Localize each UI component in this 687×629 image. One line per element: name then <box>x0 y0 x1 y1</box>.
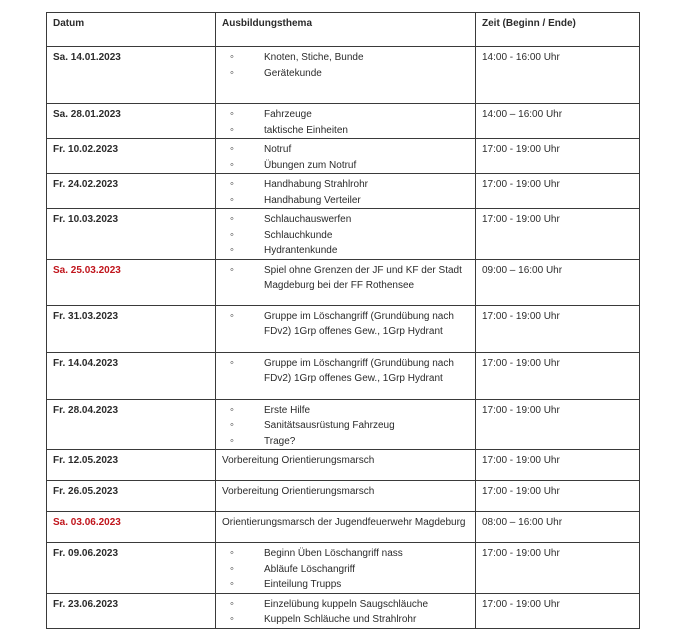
topic-list <box>222 142 469 173</box>
header-row <box>47 13 640 47</box>
time-cell <box>476 259 640 305</box>
table-row <box>47 104 640 139</box>
topic-item: ◦ Abläufe Löschangriff <box>222 562 469 578</box>
topic-item: ◦ Sanitätsausrüstung Fahrzeug <box>222 418 469 434</box>
time-text: 17:00 - 19:00 Uhr <box>482 404 560 416</box>
date-text: Fr. 31.03.2023 <box>53 310 119 322</box>
table-row <box>47 512 640 543</box>
time-text: 17:00 - 19:00 Uhr <box>482 214 560 225</box>
time-cell <box>476 512 640 543</box>
topic-cell <box>216 481 476 512</box>
topic-cell <box>216 174 476 209</box>
topic-item: ◦ Notruf <box>222 142 469 158</box>
table-row <box>47 174 640 209</box>
date-cell <box>47 543 216 594</box>
topic-item: ◦ Einteilung Trupps <box>222 577 469 593</box>
topic-cell <box>216 209 476 260</box>
training-schedule-table <box>46 12 640 629</box>
topic-cell <box>216 543 476 594</box>
table-row <box>47 481 640 512</box>
date-cell <box>47 450 216 481</box>
topic-cell <box>216 593 476 628</box>
table-body <box>47 47 640 629</box>
topic-cell <box>216 352 476 399</box>
topic-list <box>222 309 469 340</box>
topic-list <box>222 597 469 628</box>
date-cell <box>47 512 216 543</box>
topic-item: ◦ Beginn Üben Löschangriff nass <box>222 546 469 562</box>
time-text: 17:00 - 19:00 Uhr <box>482 310 560 322</box>
time-text: 17:00 - 19:00 Uhr <box>482 598 560 610</box>
time-cell <box>476 481 640 512</box>
topic-item: ◦ Knoten, Stiche, Bunde <box>222 50 469 66</box>
topic-list <box>222 50 469 81</box>
topic-list <box>222 212 469 259</box>
topic-list <box>222 107 469 138</box>
time-cell <box>476 399 640 450</box>
topic-item: ◦ Übungen zum Notruf <box>222 158 469 174</box>
date-cell <box>47 104 216 139</box>
table-row <box>47 259 640 305</box>
topic-item: ◦ Schlauchauswerfen <box>222 212 469 228</box>
date-text: Fr. 10.02.2023 <box>53 144 119 155</box>
topic-item: ◦ Handhabung Verteiler <box>222 193 469 209</box>
date-text: Sa. 25.03.2023 <box>53 264 121 276</box>
table-row <box>47 593 640 628</box>
table-row <box>47 543 640 594</box>
date-text: Sa. 14.01.2023 <box>53 52 121 63</box>
topic-cell <box>216 259 476 305</box>
table-header <box>47 13 640 47</box>
topic-item: ◦ Gruppe im Löschangriff (Grundübung nach FDv2) 1Grp offenes Gew., 1Grp Hydrant <box>222 356 469 387</box>
topic-item: ◦ Trage? <box>222 434 469 450</box>
time-cell <box>476 593 640 628</box>
date-text: Fr. 23.06.2023 <box>53 598 119 610</box>
date-text: Fr. 24.02.2023 <box>53 179 119 190</box>
time-cell <box>476 450 640 481</box>
time-cell <box>476 543 640 594</box>
time-text: 17:00 - 19:00 Uhr <box>482 455 560 466</box>
topic-item: ◦ Gruppe im Löschangriff (Grundübung nach FDv2) 1Grp offenes Gew., 1Grp Hydrant <box>222 309 469 340</box>
topic-cell <box>216 512 476 543</box>
time-text: 14:00 - 16:00 Uhr <box>482 52 560 63</box>
time-text: 17:00 - 19:00 Uhr <box>482 548 560 559</box>
topic-item: ◦ Erste Hilfe <box>222 403 469 419</box>
date-cell <box>47 259 216 305</box>
time-cell <box>476 139 640 174</box>
topic-item: ◦ Hydrantenkunde <box>222 243 469 259</box>
topic-text: Orientierungsmarsch der Jugendfeuerwehr Magdeburg <box>222 517 466 528</box>
topic-text: Vorbereitung Orientierungsmarsch <box>222 486 375 497</box>
time-cell <box>476 47 640 104</box>
header-time: Zeit (Beginn / Ende) <box>476 13 640 47</box>
topic-item: ◦ Fahrzeuge <box>222 107 469 123</box>
topic-cell <box>216 399 476 450</box>
date-cell <box>47 399 216 450</box>
date-cell <box>47 209 216 260</box>
table-row <box>47 450 640 481</box>
topic-item: ◦ Kuppeln Schläuche und Strahlrohr <box>222 612 469 628</box>
table-row <box>47 305 640 352</box>
date-text: Fr. 12.05.2023 <box>53 455 119 466</box>
time-text: 08:00 – 16:00 Uhr <box>482 517 563 528</box>
topic-cell <box>216 47 476 104</box>
date-cell <box>47 305 216 352</box>
time-text: 09:00 – 16:00 Uhr <box>482 264 563 276</box>
time-text: 17:00 - 19:00 Uhr <box>482 179 560 190</box>
date-cell <box>47 174 216 209</box>
table-row <box>47 47 640 104</box>
date-text: Sa. 28.01.2023 <box>53 109 121 120</box>
time-text: 17:00 - 19:00 Uhr <box>482 144 560 155</box>
time-cell <box>476 352 640 399</box>
time-cell <box>476 209 640 260</box>
date-text: Fr. 09.06.2023 <box>53 548 119 559</box>
topic-cell <box>216 450 476 481</box>
date-text: Fr. 26.05.2023 <box>53 486 119 497</box>
date-cell <box>47 481 216 512</box>
topic-item: ◦ taktische Einheiten <box>222 123 469 139</box>
topic-item: ◦ Einzelübung kuppeln Saugschläuche <box>222 597 469 613</box>
date-text: Fr. 14.04.2023 <box>53 357 119 369</box>
topic-item: ◦ Handhabung Strahlrohr <box>222 177 469 193</box>
time-text: 17:00 - 19:00 Uhr <box>482 357 560 369</box>
topic-list <box>222 546 469 593</box>
table-row <box>47 399 640 450</box>
topic-cell <box>216 139 476 174</box>
time-cell <box>476 174 640 209</box>
topic-cell <box>216 104 476 139</box>
topic-item: ◦ Schlauchkunde <box>222 228 469 244</box>
topic-list <box>222 177 469 208</box>
topic-item: ◦ Gerätekunde <box>222 66 469 82</box>
date-cell <box>47 352 216 399</box>
time-text: 17:00 - 19:00 Uhr <box>482 486 560 497</box>
topic-list <box>222 263 469 294</box>
date-text: Sa. 03.06.2023 <box>53 517 121 528</box>
topic-text: Vorbereitung Orientierungsmarsch <box>222 455 375 466</box>
date-text: Fr. 10.03.2023 <box>53 214 119 225</box>
table-row <box>47 139 640 174</box>
date-cell <box>47 47 216 104</box>
topic-list <box>222 403 469 450</box>
date-cell <box>47 139 216 174</box>
topic-list <box>222 356 469 387</box>
topic-item: ◦ Spiel ohne Grenzen der JF und KF der Stadt Magdeburg bei der FF Rothensee <box>222 263 469 294</box>
topic-cell <box>216 305 476 352</box>
header-topic: Ausbildungsthema <box>216 13 476 47</box>
time-text: 14:00 – 16:00 Uhr <box>482 109 563 120</box>
table-row <box>47 352 640 399</box>
table-row <box>47 209 640 260</box>
header-date: Datum <box>47 13 216 47</box>
date-cell <box>47 593 216 628</box>
date-text: Fr. 28.04.2023 <box>53 404 119 416</box>
time-cell <box>476 104 640 139</box>
time-cell <box>476 305 640 352</box>
